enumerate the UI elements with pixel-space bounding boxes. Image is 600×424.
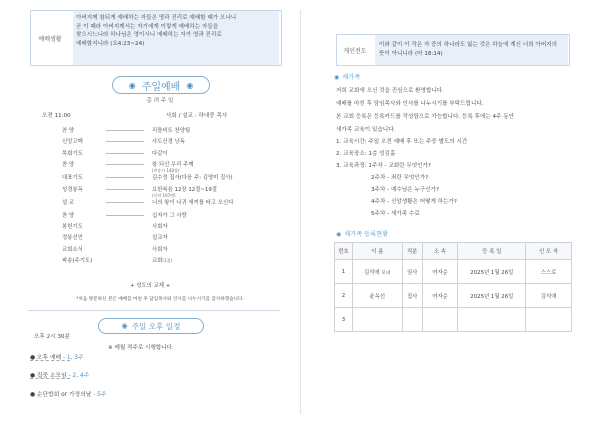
dot-icon: ◉: [186, 80, 194, 90]
afternoon-item-week: - 2, 4주: [66, 373, 90, 379]
section-rule: [28, 310, 280, 311]
worship-verse-label: 예배생활: [38, 35, 62, 43]
registry-header-cell: 직분: [402, 243, 422, 260]
registry-cell-dept: 여자순: [422, 260, 458, 284]
order-key: 파송(주기도): [62, 258, 93, 265]
evangelism-verse-text: [375, 35, 568, 65]
registry-header-cell: 인 도 자: [526, 243, 572, 260]
newcomer-line: 본 교회 등록은 등록카드를 작성함으로 가능합니다. 등록 후에는 4주 동안: [336, 114, 515, 120]
visitor-note: *처음 방문하신 분은 예배를 마친 후 담임목사와 인사를 나누시기를 감사하겠습니다.: [76, 297, 244, 302]
verse-line: 뜻이 아니니라 (마 18:14): [379, 51, 443, 57]
order-value-text: 십자가 그 사랑: [152, 212, 187, 219]
order-leader-line: [106, 177, 144, 178]
order-row: [62, 211, 292, 222]
order-row: [62, 256, 292, 267]
newcomer-line: 2주차 - 죄란 무엇인가?: [371, 175, 429, 181]
order-value: [152, 149, 168, 157]
order-value-text: 요한복음 12장 12절~19절: [152, 186, 217, 193]
dot-icon: ◉: [334, 74, 340, 81]
registry-header-cell: 등 록 일: [458, 243, 526, 260]
order-key: 경봉선언: [62, 235, 83, 242]
worship-verse-text: [73, 11, 279, 65]
registry-cell-dept: [422, 308, 458, 332]
registry-cell-no: 1: [335, 260, 353, 284]
dot-icon: ◉: [336, 231, 342, 238]
order-key: 목회기도: [62, 150, 83, 157]
registry-cell-name: [352, 308, 402, 332]
fellowship-line: + 성도의 교제 +: [130, 283, 171, 289]
order-row: [62, 149, 292, 160]
registry-cell-no: 2: [335, 284, 353, 308]
order-value-text: 교회: [152, 258, 163, 265]
order-value-text: 김수정 집사(다음 주: 김영미 집사): [152, 175, 233, 182]
order-leader-line: [106, 189, 144, 190]
order-of-worship: [62, 126, 292, 268]
afternoon-title: [98, 318, 204, 334]
order-key: 교회소식: [62, 246, 83, 253]
newcomer-line: 1. 교육시간: 주일 오전 예배 후 또는 주중 별도의 시간: [336, 139, 468, 145]
order-row: [62, 233, 292, 244]
registry-cell-no: 3: [335, 308, 353, 332]
table-row: [335, 308, 572, 332]
registry-cell-date: [458, 308, 526, 332]
registry-header-cell: 소 속: [422, 243, 458, 260]
sunday-worship-title: [112, 76, 210, 94]
order-key: 설 교: [62, 199, 75, 206]
newcomer-line: 3주차 - 예수님은 누구신가?: [371, 187, 439, 193]
order-value-text: 다같이: [152, 150, 168, 157]
evangelism-verse-box: [336, 34, 570, 66]
registry-relation-label: 모녀: [381, 270, 391, 276]
newcomer-line: 예배를 마친 후 담임목사와 인사를 나누시기를 부탁드립니다.: [336, 101, 484, 107]
order-value: [152, 222, 168, 230]
newcomer-line: 2. 교육장소: 1층 성김홀: [336, 151, 396, 157]
page-divider: [300, 10, 301, 414]
registry-header-row: [335, 243, 572, 260]
registry-cell-dept: 여자순: [422, 284, 458, 308]
order-leader-line: [106, 164, 144, 165]
order-value: [152, 256, 172, 264]
registry-cell-position: [402, 308, 422, 332]
order-row: [62, 126, 292, 137]
dot-icon: ◉: [128, 80, 136, 90]
order-row: [62, 160, 292, 173]
order-value: [152, 185, 217, 199]
newcomer-line: 3. 교육과정: 1주차 - 교회란 무엇인가?: [336, 163, 431, 169]
order-key: 봉헌기도: [62, 223, 83, 230]
order-value: [152, 173, 233, 181]
order-value-text: 리틀비트 찬양팀: [152, 128, 191, 134]
worship-leader: 사회 / 설교 : 하대중 목사: [166, 113, 228, 119]
registry-cell-name: 윤옥선: [352, 284, 402, 308]
registry-name-text: 김석애: [364, 269, 380, 276]
afternoon-title-text: 주일 오후 일정: [131, 321, 181, 331]
order-row: [62, 222, 292, 233]
newcomer-line: 4주차 - 신앙생활은 어떻게 하는가?: [371, 199, 457, 205]
evangelism-verse-label: 개인전도: [343, 47, 367, 55]
order-value-text: 왕 되신 우리 주께: [152, 162, 194, 169]
afternoon-item-name: ● 집중 소모임: [30, 373, 67, 379]
order-key: 찬 양: [62, 128, 75, 134]
order-value: [152, 245, 168, 253]
order-row: [62, 185, 292, 198]
order-value-text: 사도신경 낭독: [152, 139, 185, 146]
order-sub: (신약 167면): [152, 192, 176, 198]
order-leader-line: [106, 141, 144, 142]
order-value: [152, 211, 187, 219]
registry-cell-name: [352, 260, 402, 284]
afternoon-biweekly-text: 매월 격주로 시행합니다.: [114, 345, 174, 351]
order-value: [152, 126, 190, 134]
registry-cell-guide: 스스로: [526, 260, 572, 284]
worship-verse-box: [30, 10, 282, 66]
order-sub: (1절): [162, 258, 172, 264]
order-row: [62, 137, 292, 148]
registry-cell-date: 2025년 1월 26일: [458, 260, 526, 284]
registry-header-cell: 번호: [335, 243, 353, 260]
registry-cell-guide: 김석애: [526, 284, 572, 308]
order-value: [152, 198, 233, 206]
sunday-name: 총 려 주 일: [146, 98, 174, 104]
afternoon-item: [30, 389, 106, 398]
order-row: [62, 173, 292, 184]
order-value-text: 설교자: [152, 235, 168, 242]
order-key: 대표기도: [62, 175, 83, 182]
table-row: [335, 284, 572, 308]
order-leader-line: [106, 202, 144, 203]
order-value: [152, 160, 194, 174]
afternoon-item-week: - 5주: [91, 392, 107, 398]
order-key: 찬 양: [62, 212, 75, 219]
order-key: 찬 양: [62, 162, 75, 169]
order-leader-line: [106, 215, 144, 216]
newcomer-line: 새가족 교육이 있습니다.: [336, 127, 396, 133]
order-value: [152, 137, 185, 145]
order-sub: (찬송가 140장): [152, 168, 180, 174]
newcomer-line: 5주차 - 새가족 수료: [371, 211, 420, 217]
newcomer-line: 저희 교회에 오신 것을 진심으로 환영합니다.: [336, 88, 444, 94]
newcomer-title-text: 새가족: [342, 74, 361, 81]
order-key: 성경봉독: [62, 186, 83, 193]
order-value-text: 사회자: [152, 223, 168, 230]
verse-line: 찾으시느니라 하나님은 영이시니 예배하는 자가 영과 진리로: [76, 32, 222, 39]
afternoon-item-name: ● 순단합회 or 가정의날: [30, 392, 92, 398]
order-value-text: 사회자: [152, 246, 168, 253]
table-row: [335, 260, 572, 284]
verse-line: 예배할지니라 (요4:23~24): [76, 40, 145, 47]
afternoon-biweekly: [108, 343, 174, 351]
registry-title: [336, 229, 388, 238]
verse-line: 곧 이 때라 아버지께서는 자기에게 이렇게 예배하는 자들을: [76, 23, 219, 30]
registry-title-text: 새가족 등록현황: [344, 231, 389, 238]
verse-line: 이와 같이 이 작은 자 중의 하나라도 잃는 것은 하늘에 계신 너희 아버지의: [379, 42, 558, 48]
order-leader-line: [106, 130, 144, 131]
order-value-text: 너의 왕이 나귀 새끼를 타고 오신다: [152, 199, 234, 206]
order-row: [62, 245, 292, 256]
registry-cell-position: 집사: [402, 284, 422, 308]
star-icon: ※: [108, 345, 115, 351]
registry-header-cell: 이 름: [352, 243, 402, 260]
registry-cell-position: 권사: [402, 260, 422, 284]
registry-table: [334, 242, 572, 332]
afternoon-item-week: - 1, 3주: [61, 355, 84, 361]
order-leader-line: [106, 153, 144, 154]
order-row: [62, 198, 292, 211]
registry-cell-date: 2025년 1월 26일: [458, 284, 526, 308]
afternoon-time: 오후 2시 30분: [34, 334, 70, 340]
worship-time: 오전 11:00: [42, 113, 71, 119]
registry-cell-guide: [526, 308, 572, 332]
afternoon-item-rule: [30, 378, 70, 379]
sunday-worship-title-text: 주일예배: [141, 81, 181, 93]
dot-icon: ◉: [121, 322, 128, 330]
afternoon-item-rule: [30, 360, 70, 361]
newcomer-title: [334, 72, 360, 81]
order-value: [152, 233, 168, 241]
afternoon-item-name: ● 오후 예배: [30, 355, 62, 361]
verse-line: 아버지께 참되게 예배하는 자들은 영과 진리로 예배할 때가 오나니: [76, 15, 237, 21]
order-key: 신앙고백: [62, 139, 83, 146]
